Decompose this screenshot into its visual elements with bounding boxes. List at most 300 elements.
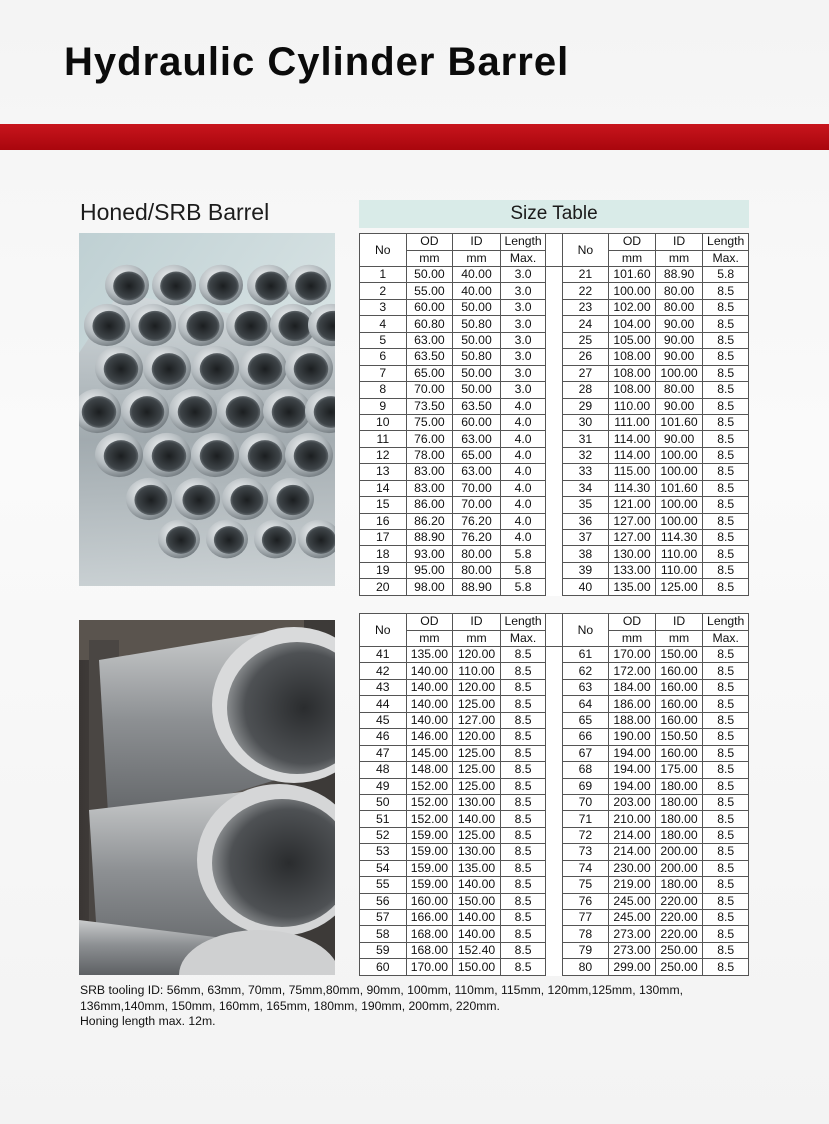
column-gap [546, 546, 562, 562]
table-row [360, 299, 749, 315]
cell-length: 8.5 [500, 729, 546, 745]
cell-od: 86.00 [406, 497, 453, 513]
cell-length: 8.5 [500, 745, 546, 761]
cell-no: 43 [360, 679, 407, 695]
cell-no: 29 [562, 398, 609, 414]
column-gap [546, 745, 562, 761]
unit-od: mm [609, 630, 656, 647]
cell-od: 230.00 [609, 860, 656, 876]
cell-id: 50.80 [453, 349, 501, 365]
cell-no: 12 [360, 447, 407, 463]
footnote-honing-length: Honing length max. 12m. [80, 1014, 216, 1028]
table-row [360, 844, 749, 860]
cell-length: 8.5 [500, 926, 546, 942]
cell-id: 125.00 [453, 745, 501, 761]
cell-id: 50.80 [453, 316, 501, 332]
cell-od: 210.00 [609, 811, 656, 827]
cell-id: 101.60 [655, 480, 703, 496]
table-row [360, 794, 749, 810]
cell-length: 8.5 [703, 712, 749, 728]
cell-od: 152.00 [406, 811, 453, 827]
cell-length: 8.5 [703, 794, 749, 810]
cell-no: 44 [360, 696, 407, 712]
cell-id: 180.00 [655, 877, 703, 893]
column-gap [546, 398, 562, 414]
column-gap [546, 910, 562, 926]
cell-no: 20 [360, 579, 407, 595]
cell-od: 127.00 [609, 513, 656, 529]
cell-od: 159.00 [406, 877, 453, 893]
cell-id: 150.00 [655, 647, 703, 663]
cell-id: 140.00 [453, 811, 501, 827]
cell-od: 121.00 [609, 497, 656, 513]
cell-od: 168.00 [406, 926, 453, 942]
cell-id: 180.00 [655, 794, 703, 810]
cell-id: 100.00 [655, 365, 703, 381]
cell-no: 57 [360, 910, 407, 926]
cell-no: 72 [562, 827, 609, 843]
cell-length: 8.5 [703, 546, 749, 562]
cell-od: 190.00 [609, 729, 656, 745]
cell-id: 50.00 [453, 382, 501, 398]
cell-id: 140.00 [453, 926, 501, 942]
table-row [360, 283, 749, 299]
cell-od: 140.00 [406, 696, 453, 712]
cell-od: 133.00 [609, 562, 656, 578]
cell-id: 40.00 [453, 283, 501, 299]
cell-od: 55.00 [406, 283, 453, 299]
cell-no: 14 [360, 480, 407, 496]
red-banner [0, 124, 829, 150]
cell-no: 31 [562, 431, 609, 447]
cell-od: 214.00 [609, 827, 656, 843]
cell-od: 152.00 [406, 794, 453, 810]
column-gap [546, 464, 562, 480]
cell-length: 4.0 [500, 464, 546, 480]
column-gap [546, 942, 562, 958]
large-barrels-photo [79, 620, 335, 975]
cell-no: 35 [562, 497, 609, 513]
table-row [360, 513, 749, 529]
header-od: OD [609, 234, 656, 251]
cell-od: 93.00 [406, 546, 453, 562]
cell-od: 145.00 [406, 745, 453, 761]
footnote [80, 983, 740, 1030]
cell-id: 150.00 [453, 959, 501, 975]
cell-od: 60.00 [406, 299, 453, 315]
size-table-1 [359, 233, 749, 596]
cell-no: 17 [360, 530, 407, 546]
column-gap [546, 382, 562, 398]
cell-od: 104.00 [609, 316, 656, 332]
cell-id: 200.00 [655, 860, 703, 876]
header-od: OD [406, 614, 453, 631]
cell-no: 65 [562, 712, 609, 728]
cell-no: 41 [360, 647, 407, 663]
cell-no: 45 [360, 712, 407, 728]
column-gap [546, 480, 562, 496]
cell-no: 52 [360, 827, 407, 843]
cell-od: 50.00 [406, 267, 453, 283]
cell-length: 8.5 [703, 827, 749, 843]
cell-length: 8.5 [703, 910, 749, 926]
table-row [360, 679, 749, 695]
cell-no: 18 [360, 546, 407, 562]
cell-od: 273.00 [609, 926, 656, 942]
cell-id: 140.00 [453, 910, 501, 926]
table-row [360, 332, 749, 348]
cell-od: 170.00 [406, 959, 453, 975]
cell-od: 102.00 [609, 299, 656, 315]
cell-id: 160.00 [655, 696, 703, 712]
unit-length: Max. [703, 250, 749, 267]
table-row [360, 729, 749, 745]
table-row [360, 464, 749, 480]
cell-length: 8.5 [703, 398, 749, 414]
cell-od: 100.00 [609, 283, 656, 299]
cell-length: 8.5 [703, 811, 749, 827]
table-row [360, 382, 749, 398]
table-row [360, 696, 749, 712]
header-length: Length [703, 614, 749, 631]
table-row [360, 414, 749, 430]
cell-length: 8.5 [703, 696, 749, 712]
cell-no: 32 [562, 447, 609, 463]
column-gap [546, 414, 562, 430]
cell-id: 90.00 [655, 398, 703, 414]
table-row [360, 530, 749, 546]
header-id: ID [655, 234, 703, 251]
cell-od: 86.20 [406, 513, 453, 529]
cell-no: 64 [562, 696, 609, 712]
cell-no: 11 [360, 431, 407, 447]
column-gap [546, 513, 562, 529]
column-gap [546, 877, 562, 893]
column-gap [546, 349, 562, 365]
cell-od: 194.00 [609, 745, 656, 761]
table-row [360, 546, 749, 562]
cell-od: 159.00 [406, 827, 453, 843]
cell-no: 30 [562, 414, 609, 430]
cell-id: 50.00 [453, 332, 501, 348]
cell-no: 3 [360, 299, 407, 315]
table-row [360, 562, 749, 578]
cell-od: 108.00 [609, 382, 656, 398]
cell-od: 299.00 [609, 959, 656, 975]
cell-no: 7 [360, 365, 407, 381]
cell-id: 120.00 [453, 647, 501, 663]
cell-length: 3.0 [500, 349, 546, 365]
cell-od: 88.90 [406, 530, 453, 546]
cell-no: 10 [360, 414, 407, 430]
cell-length: 8.5 [703, 778, 749, 794]
cell-id: 180.00 [655, 778, 703, 794]
cell-no: 1 [360, 267, 407, 283]
header-od: OD [609, 614, 656, 631]
column-gap [546, 614, 562, 647]
cell-no: 69 [562, 778, 609, 794]
tube-bundle-photo [79, 233, 335, 586]
cell-length: 3.0 [500, 382, 546, 398]
table-row [360, 647, 749, 663]
cell-no: 4 [360, 316, 407, 332]
cell-no: 8 [360, 382, 407, 398]
cell-id: 180.00 [655, 827, 703, 843]
unit-od: mm [406, 630, 453, 647]
cell-length: 4.0 [500, 431, 546, 447]
cell-no: 50 [360, 794, 407, 810]
cell-no: 58 [360, 926, 407, 942]
cell-id: 250.00 [655, 959, 703, 975]
footnote-tooling-line-2: 136mm,140mm, 150mm, 160mm, 165mm, 180mm, 190mm, 200mm, 220mm. [80, 998, 500, 1013]
cell-length: 8.5 [703, 316, 749, 332]
cell-id: 150.00 [453, 893, 501, 909]
cell-length: 8.5 [703, 299, 749, 315]
cell-od: 98.00 [406, 579, 453, 595]
cell-no: 73 [562, 844, 609, 860]
column-gap [546, 794, 562, 810]
cell-no: 80 [562, 959, 609, 975]
cell-length: 4.0 [500, 497, 546, 513]
cell-no: 56 [360, 893, 407, 909]
cell-length: 8.5 [500, 712, 546, 728]
cell-od: 95.00 [406, 562, 453, 578]
header-id: ID [453, 234, 501, 251]
cell-length: 8.5 [703, 414, 749, 430]
cell-od: 146.00 [406, 729, 453, 745]
cell-length: 8.5 [500, 844, 546, 860]
cell-length: 5.8 [703, 267, 749, 283]
cell-no: 79 [562, 942, 609, 958]
table-row [360, 267, 749, 283]
header-no: No [360, 614, 407, 647]
cell-id: 80.00 [453, 546, 501, 562]
cell-id: 160.00 [655, 663, 703, 679]
cell-no: 42 [360, 663, 407, 679]
table-row [360, 431, 749, 447]
cell-length: 8.5 [703, 663, 749, 679]
cell-id: 130.00 [453, 844, 501, 860]
cell-od: 245.00 [609, 893, 656, 909]
unit-id: mm [655, 630, 703, 647]
cell-length: 8.5 [703, 877, 749, 893]
column-gap [546, 283, 562, 299]
cell-no: 9 [360, 398, 407, 414]
header-id: ID [655, 614, 703, 631]
cell-length: 8.5 [703, 480, 749, 496]
header-no: No [562, 234, 609, 267]
cell-id: 80.00 [453, 562, 501, 578]
column-gap [546, 530, 562, 546]
cell-no: 34 [562, 480, 609, 496]
cell-od: 172.00 [609, 663, 656, 679]
header-length: Length [500, 234, 546, 251]
cell-od: 127.00 [609, 530, 656, 546]
cell-length: 8.5 [500, 778, 546, 794]
cell-length: 8.5 [703, 844, 749, 860]
cell-od: 60.80 [406, 316, 453, 332]
cell-id: 110.00 [655, 562, 703, 578]
cell-id: 100.00 [655, 447, 703, 463]
cell-od: 114.00 [609, 431, 656, 447]
table-row [360, 827, 749, 843]
cell-od: 219.00 [609, 877, 656, 893]
cell-length: 8.5 [703, 942, 749, 958]
table-row [360, 778, 749, 794]
column-gap [546, 562, 562, 578]
cell-length: 8.5 [500, 762, 546, 778]
cell-od: 214.00 [609, 844, 656, 860]
cell-od: 110.00 [609, 398, 656, 414]
cell-no: 6 [360, 349, 407, 365]
cell-id: 125.00 [655, 579, 703, 595]
cell-no: 76 [562, 893, 609, 909]
table-row [360, 579, 749, 595]
cell-id: 110.00 [453, 663, 501, 679]
cell-od: 166.00 [406, 910, 453, 926]
column-gap [546, 696, 562, 712]
cell-length: 8.5 [500, 877, 546, 893]
table-row [360, 860, 749, 876]
cell-length: 8.5 [703, 959, 749, 975]
cell-length: 3.0 [500, 267, 546, 283]
cell-length: 5.8 [500, 546, 546, 562]
cell-od: 105.00 [609, 332, 656, 348]
cell-od: 114.00 [609, 447, 656, 463]
cell-id: 80.00 [655, 299, 703, 315]
cell-od: 245.00 [609, 910, 656, 926]
cell-length: 8.5 [703, 647, 749, 663]
cell-od: 70.00 [406, 382, 453, 398]
cell-length: 8.5 [703, 926, 749, 942]
cell-length: 8.5 [500, 959, 546, 975]
header-length: Length [703, 234, 749, 251]
cell-length: 5.8 [500, 579, 546, 595]
cell-id: 63.00 [453, 464, 501, 480]
cell-no: 22 [562, 283, 609, 299]
cell-id: 70.00 [453, 480, 501, 496]
cell-length: 8.5 [500, 860, 546, 876]
cell-id: 220.00 [655, 926, 703, 942]
cell-length: 8.5 [703, 283, 749, 299]
cell-id: 80.00 [655, 283, 703, 299]
cell-no: 25 [562, 332, 609, 348]
cell-od: 186.00 [609, 696, 656, 712]
cell-no: 28 [562, 382, 609, 398]
cell-od: 130.00 [609, 546, 656, 562]
cell-od: 63.00 [406, 332, 453, 348]
cell-od: 135.00 [609, 579, 656, 595]
table-body [360, 267, 749, 596]
table-row [360, 811, 749, 827]
cell-id: 80.00 [655, 382, 703, 398]
cell-length: 8.5 [500, 794, 546, 810]
table-row [360, 762, 749, 778]
column-gap [546, 431, 562, 447]
cell-no: 51 [360, 811, 407, 827]
cell-id: 100.00 [655, 513, 703, 529]
cell-od: 159.00 [406, 860, 453, 876]
cell-id: 88.90 [453, 579, 501, 595]
cell-id: 63.00 [453, 431, 501, 447]
cell-od: 111.00 [609, 414, 656, 430]
cell-length: 4.0 [500, 398, 546, 414]
cell-length: 8.5 [703, 762, 749, 778]
header-id: ID [453, 614, 501, 631]
table-row [360, 480, 749, 496]
cell-no: 67 [562, 745, 609, 761]
cell-no: 38 [562, 546, 609, 562]
cell-length: 8.5 [500, 679, 546, 695]
column-gap [546, 762, 562, 778]
table-row [360, 447, 749, 463]
cell-no: 16 [360, 513, 407, 529]
header-no: No [360, 234, 407, 267]
cell-od: 168.00 [406, 942, 453, 958]
cell-no: 23 [562, 299, 609, 315]
cell-no: 37 [562, 530, 609, 546]
cell-od: 114.30 [609, 480, 656, 496]
column-gap [546, 778, 562, 794]
cell-id: 220.00 [655, 893, 703, 909]
cell-no: 74 [562, 860, 609, 876]
column-gap [546, 712, 562, 728]
cell-od: 160.00 [406, 893, 453, 909]
cell-od: 140.00 [406, 679, 453, 695]
unit-od: mm [406, 250, 453, 267]
cell-length: 8.5 [703, 382, 749, 398]
header-od: OD [406, 234, 453, 251]
cell-od: 73.50 [406, 398, 453, 414]
cell-id: 150.50 [655, 729, 703, 745]
table-row [360, 712, 749, 728]
cell-id: 70.00 [453, 497, 501, 513]
cell-no: 75 [562, 877, 609, 893]
cell-no: 63 [562, 679, 609, 695]
cell-length: 3.0 [500, 365, 546, 381]
cell-length: 8.5 [703, 365, 749, 381]
table-row [360, 349, 749, 365]
column-gap [546, 729, 562, 745]
cell-od: 83.00 [406, 464, 453, 480]
cell-no: 60 [360, 959, 407, 975]
cell-od: 76.00 [406, 431, 453, 447]
cell-id: 125.00 [453, 696, 501, 712]
cell-od: 75.00 [406, 414, 453, 430]
cell-id: 135.00 [453, 860, 501, 876]
table-row [360, 893, 749, 909]
cell-id: 110.00 [655, 546, 703, 562]
column-gap [546, 365, 562, 381]
cell-id: 60.00 [453, 414, 501, 430]
cell-no: 33 [562, 464, 609, 480]
cell-id: 76.20 [453, 513, 501, 529]
table-row [360, 316, 749, 332]
cell-length: 8.5 [703, 431, 749, 447]
cell-length: 3.0 [500, 283, 546, 299]
cell-id: 90.00 [655, 332, 703, 348]
cell-id: 50.00 [453, 365, 501, 381]
cell-od: 188.00 [609, 712, 656, 728]
cell-no: 21 [562, 267, 609, 283]
cell-od: 148.00 [406, 762, 453, 778]
cell-id: 160.00 [655, 679, 703, 695]
cell-length: 8.5 [500, 811, 546, 827]
column-gap [546, 332, 562, 348]
unit-length: Max. [703, 630, 749, 647]
cell-length: 4.0 [500, 447, 546, 463]
cell-length: 4.0 [500, 530, 546, 546]
